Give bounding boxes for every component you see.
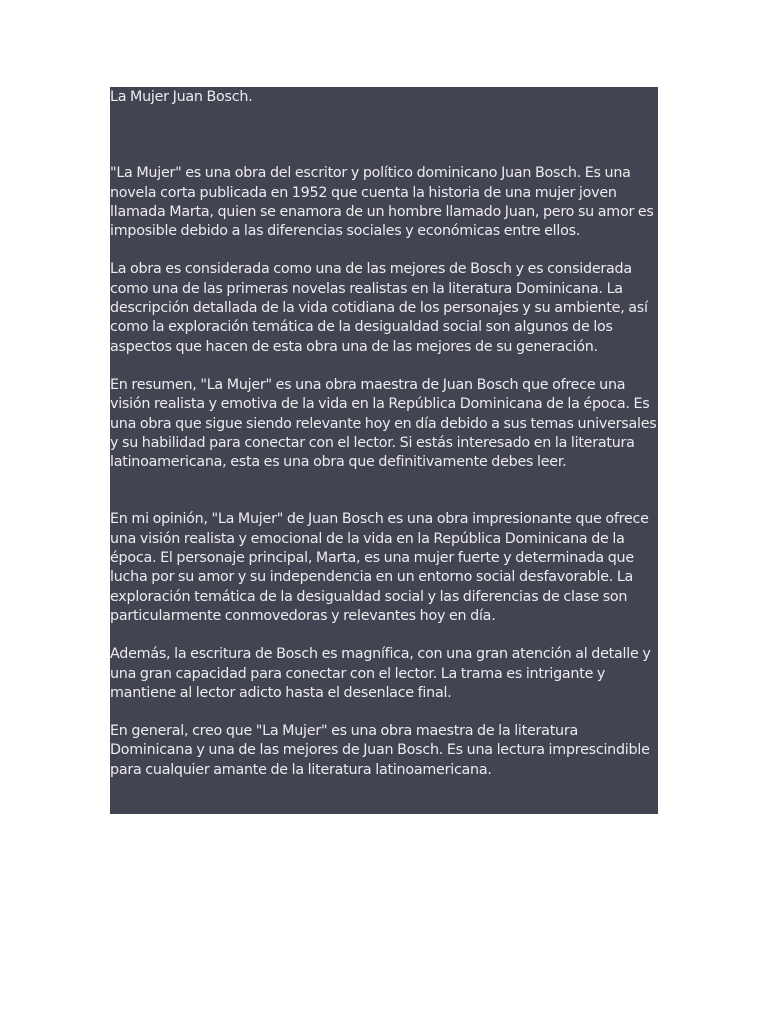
paragraph-3: En resumen, "La Mujer" es una obra maestra de Juan Bosch que ofrece una visión realista y emotiva de la vida en la República Dominicana de la época. Es una obra que sigue siendo relevante hoy en día debido a sus temas universales y su habilidad para conectar con el lector. Si estás interesado en la literatura latinoamericana, esta es una obra que definitivamente debes leer.: [110, 376, 657, 471]
document-title: La Mujer Juan Bosch.: [110, 89, 253, 105]
paragraph-4: En mi opinión, "La Mujer" de Juan Bosch es una obra impresionante que ofrece una visión realista y emocional de la vida en la República Dominicana de la época. El personaje principal, Marta, es una mujer fuerte y determinada que lucha por su amor y su independencia en un entorno social desfavorable. La exploración temática de la desigualdad social y las diferencias de clase son particularmente conmovedoras y relevantes hoy en día.: [110, 511, 649, 624]
paragraph-5: Además, la escritura de Bosch es magnífica, con una gran atención al detalle y una gran capacidad para conectar con el lector. La trama es intrigante y mantiene al lector adicto hasta el desenlace final.: [110, 646, 651, 701]
paragraph-2: La obra es considerada como una de las mejores de Bosch y es considerada como una de las primeras novelas realistas en la literatura Dominicana. La descripción detallada de la vida cotidiana de los personajes y su ambiente, así como la exploración temática de la desigualdad social son algunos de los aspectos que hacen de esta obra una de las mejores de su generación.: [110, 261, 648, 355]
text-block: [110, 87, 658, 814]
paragraph-1: "La Mujer" es una obra del escritor y político dominicano Juan Bosch. Es una novela corta publicada en 1952 que cuenta la historia de una mujer joven llamada Marta, quien se enamora de un hombre llamado Juan, pero su amor es imposible debido a las diferencias sociales y económicas entre ellos.: [110, 165, 654, 240]
paragraph-6: En general, creo que "La Mujer" es una obra maestra de la literatura Dominicana y una de las mejores de Juan Bosch. Es una lectura imprescindible para cualquier amante de la literatura latinoamericana.: [110, 723, 650, 778]
